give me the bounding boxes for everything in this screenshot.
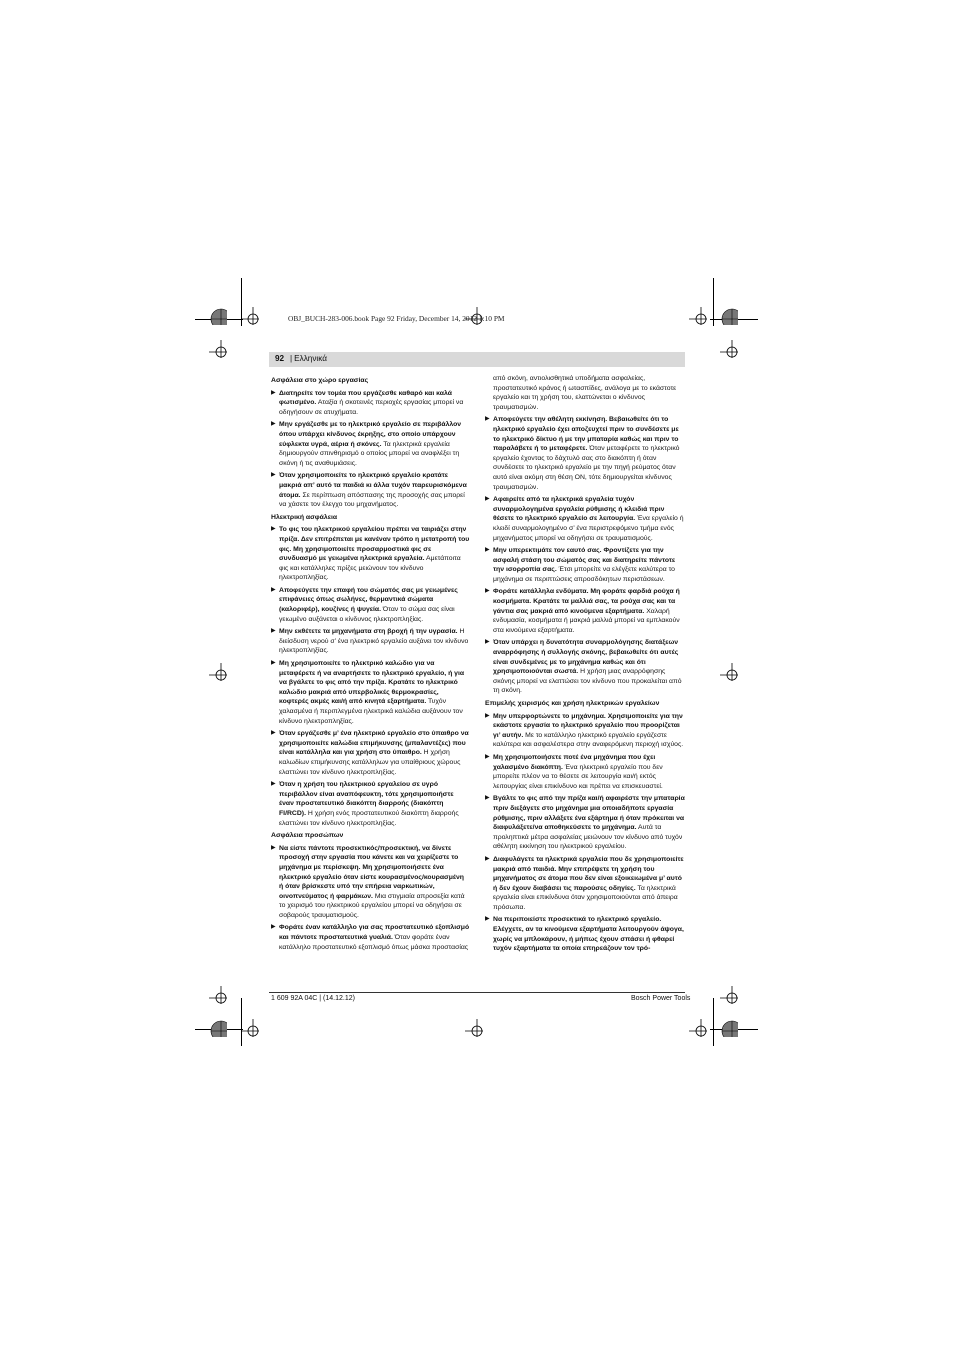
instruction-bold: Βγάλτε το φις από την πρίζα και/ή αφαιρέστε την μπαταρία πριν διεξάγετε στο μηχάνημα μια οποιαδήποτε εργασία ρύθμισης, πριν αλλάξετε ένα εξάρτημα ή όταν πρόκειται να διαφυλάξετε/να αποθηκεύσετε το μηχάνημα. [493, 795, 685, 832]
instruction-bold: Μην υπερφορτώνετε το μηχάνημα. Χρησιμοποιείτε για την εκάστοτε εργασία το ηλεκτρικό εργαλείο που προορίζεται γι’ αυτήν. [493, 712, 683, 739]
safety-instruction [485, 753, 685, 791]
registration-cross-icon [465, 307, 483, 325]
bullet-arrow-icon: ▶ [485, 855, 490, 862]
instruction-text: Η χρήση ενός προστατευτικού διακόπτη διαρροής ελαττώνει τον κίνδυνο ηλεκτροπληξίας. [279, 809, 459, 827]
instruction-text: Όταν φοράτε έναν κατάλληλο προστατευτικό εξοπλισμό όπως μάσκα προστασίας [279, 934, 469, 951]
footer-brand: Bosch Power Tools [631, 995, 691, 1002]
instruction-bold: Αποφεύγετε την αθέλητη εκκίνηση. Βεβαιωθείτε ότι το ηλεκτρικό εργαλείο έχει αποζευχτεί πριν το συνδέσετε με το ηλεκτρικό δίκτυο ή με την μπαταρία καθώς και πριν το παραλάβετε ή το μεταφέρετε. [493, 416, 679, 453]
registration-cross-icon [689, 307, 707, 325]
registration-target-icon [720, 1019, 738, 1037]
instruction-text: Χαλαρή ενδυμασία, κοσμήματα ή μακριά μαλλιά μπορεί να εμπλακούν στα κινούμενα εξαρτήματα. [493, 607, 680, 634]
instruction-text: Μια στιγμιαία απροσεξία κατά το χειρισμό του ηλεκτρικού εργαλείου μπορεί να οδηγήσει σε σοβαρούς τραυματισμούς. [279, 892, 465, 919]
registration-cross-icon [720, 340, 738, 358]
safety-instruction [485, 638, 685, 696]
instruction-bold: Όταν εργάζεσθε μ’ ένα ηλεκτρικό εργαλείο στο ύπαιθρο να χρησιμοποιείτε καλώδια επιμήκυνσης (μπαλαντέζες) που είναι κατάλληλα και για χρήση στο ύπαιθρο. [279, 730, 469, 757]
instruction-bold: Μην εκθέτετε τα μηχανήματα στη βροχή ή την υγρασία. [279, 628, 458, 636]
bullet-arrow-icon: ▶ [485, 916, 490, 923]
instruction-bold: Μην εργάζεσθε με το ηλεκτρικό εργαλείο σε περιβάλλον όπου υπάρχει κίνδυνος έκρηξης, στο οποίο υπάρχουν εύφλεκτα υγρά, αέρια ή σκόνες. [279, 421, 462, 448]
bullet-arrow-icon: ▶ [271, 628, 276, 635]
instruction-bold: Διαφυλάγετε τα ηλεκτρικά εργαλεία που δε χρησιμοποιείτε μακριά από παιδιά. Μην επιτρέψετε τη χρήση του μηχανήματος σε άτομα που δεν είναι εξοικειωμένα μ’ αυτό ή δεν έχουν διαβάσει τις παρούσες οδηγίες. [493, 855, 684, 892]
bullet-arrow-icon: ▶ [271, 421, 276, 428]
safety-instruction [485, 546, 685, 584]
safety-instruction [485, 587, 685, 635]
bullet-arrow-icon: ▶ [271, 526, 276, 533]
instruction-bold: Διατηρείτε τον τομέα που εργάζεσθε καθαρό και καλά φωτισμένο. [279, 389, 452, 407]
instruction-bold: Όταν υπάρχει η δυνατότητα συναρμολόγησης διατάξεων αναρρόφησης ή συλλογής σκόνης, βεβαιωθείτε ότι αυτές είναι συνδεμένες με το μηχάνημα καθώς και ότι χρησιμοποιούνται σωστά. [493, 639, 679, 676]
instruction-text: Η χρήση μιας αναρρόφησης σκόνης μπορεί να ελαττώσει τον κίνδυνο που προκαλείται από τη σκόνη. [493, 668, 682, 695]
registration-cross-icon [209, 986, 227, 1004]
instruction-bold: Φοράτε έναν κατάλληλο για σας προστατευτικό εξοπλισμό και πάντοτε προστατευτικά γυαλιά. [279, 924, 470, 942]
bullet-arrow-icon: ▶ [485, 496, 490, 503]
safety-instruction [271, 420, 470, 468]
instruction-text: Αταξία ή σκοτεινές περιοχές εργασίας μπορεί να οδηγήσουν σε ατυχήματα. [279, 399, 464, 416]
registration-target-icon [209, 1019, 227, 1037]
section-heading: Ηλεκτρική ασφάλεια [271, 513, 338, 521]
instruction-text: Ένα ηλεκτρικό εργαλείο που δεν μπορείτε πλέον να το θέσετε σε λειτουργία και/ή εκτός λειτουργίας είναι επικίνδυνο και πρέπει να επισκευαστεί. [493, 763, 663, 790]
instruction-text: Αυτά τα προληπτικά μέτρα ασφαλείας μειώνουν τον κίνδυνο από τυχόν αθέλητη εκκίνηση του ηλεκτρικού εργαλείου. [493, 824, 683, 851]
instruction-bold: Φοράτε κατάλληλα ενδύματα. Μη φοράτε φαρδιά ρούχα ή κοσμήματα. Κρατάτε τα μαλλιά σας, τα ρούχα σας και τα γάντια σας μακριά από κινούμενα εξαρτήματα. [493, 588, 680, 615]
printer-imprint: OBJ_BUCH-283-006.book Page 92 Friday, December 14, 2012 1:10 PM [288, 314, 505, 323]
instruction-bold: Μην υπερεκτιμάτε τον εαυτό σας. Φροντίζετε για την ασφαλή στάση του σώματός σας και διατηρείτε πάντοτε την ισορροπία σας. [493, 547, 676, 574]
bullet-arrow-icon: ▶ [271, 781, 276, 788]
safety-instruction [271, 525, 470, 583]
instruction-text: Όταν μεταφέρετε το ηλεκτρικό εργαλείο έχοντας το δάχτυλό σας στο διακόπτη ή όταν συνδέσετε το ηλεκτρικό εργαλείο με την πηγή ρεύματος όταν αυτό είναι ακόμη στη θέση ΟΝ, τότε δημιουργείται κίνδυνος τραυματισμών. [493, 445, 680, 491]
footer-rule [269, 992, 685, 993]
bullet-arrow-icon: ▶ [485, 588, 490, 595]
section-heading: Ασφάλεια στο χώρο εργασίας [271, 377, 369, 384]
page-header [269, 352, 685, 367]
section-heading: Ασφάλεια προσώπων [271, 832, 344, 840]
safety-instruction [271, 659, 470, 726]
instruction-text: Με το κατάλληλο ηλεκτρικό εργαλείο εργάζεστε καλύτερα και ασφαλέστερα στην αναφερόμενη περιοχή ισχύος. [493, 731, 684, 749]
bullet-arrow-icon: ▶ [271, 389, 276, 396]
registration-cross-icon [209, 340, 227, 358]
registration-target-icon [720, 307, 738, 325]
instruction-bold: Να είστε πάντοτε προσεκτικός/προσεκτική, να δίνετε προσοχή στην εργασία που κάνετε και να χειρίζεστε το μηχάνημα με περίσκεψη. Μη χρησιμοποιήσετε ένα ηλεκτρικό εργαλείο όταν είστε κουρασμένος/κουρασμένη ή όταν βρίσκεστε υπό την επήρεια ναρκωτικών, οινοπνεύματος ή φαρμάκων. [279, 844, 464, 900]
continued-text: από σκόνη, αντιολισθητικά υποδήματα ασφαλείας, προστατευτικό κράνος ή ωτασπίδες, ανάλογα με το εκάστοτε εργαλείο και τη χρήση του, ελαττώνεται ο κίνδυνος τραυματισμών. [493, 375, 677, 411]
safety-instruction [271, 471, 470, 509]
instruction-text: Τα ηλεκτρικά εργαλεία είναι επικίνδυνα όταν χρησιμοποιούνται από άπειρα πρόσωπα. [493, 884, 678, 911]
safety-instruction [271, 389, 470, 418]
bullet-arrow-icon: ▶ [271, 586, 276, 593]
registration-cross-icon [689, 1019, 707, 1037]
safety-instruction [485, 495, 685, 543]
instruction-text: Έτσι μπορείτε να ελέγξετε καλύτερα το μηχάνημα σε περιπτώσεις απροσδόκητων περιστάσεων. [493, 566, 675, 583]
instruction-bold: Μη χρησιμοποιείτε το ηλεκτρικό καλώδιο για να μεταφέρετε ή να αναρτήσετε το ηλεκτρικό εργαλείο, ή για να βγάλετε το φις από την πρίζα. Κρατάτε το ηλεκτρικό καλώδιο μακριά από υπερβολικές θερμοκρασίες, κοφτερές ακμές και/ή από κινητά εξαρτήματα. [279, 660, 465, 706]
instruction-text: Τα ηλεκτρικά εργαλεία δημιουργούν σπινθηρισμό ο οποίος μπορεί να αναφλέξει τη σκόνη ή τις αναθυμιάσεις. [279, 440, 460, 467]
safety-instruction [485, 794, 685, 852]
bullet-arrow-icon: ▶ [271, 472, 276, 479]
instruction-text: Αμετάποιτα φις και κατάλληλες πρίζες μειώνουν τον κίνδυνο ηλεκτροπληξίας. [279, 555, 461, 582]
safety-instruction [485, 712, 685, 750]
registration-target-icon [209, 307, 227, 325]
safety-instruction [271, 586, 470, 624]
registration-cross-icon [241, 1019, 259, 1037]
instruction-text: Η διείσδυση νερού σ’ ένα ηλεκτρικό εργαλείο αυξάνει τον κίνδυνο ηλεκτροπληξίας. [279, 628, 469, 655]
right-column [485, 374, 685, 957]
bullet-arrow-icon: ▶ [485, 795, 490, 802]
safety-instruction [271, 844, 470, 921]
safety-instruction [271, 627, 470, 656]
bullet-arrow-icon: ▶ [271, 660, 276, 667]
instruction-text: Η χρήση καλωδίων επιμήκυνσης κατάλληλων για υπαίθριους χώρους ελαττώνει τον κίνδυνο ηλεκτροπληξίας. [279, 749, 461, 776]
bullet-arrow-icon: ▶ [485, 547, 490, 554]
safety-instruction [271, 729, 470, 777]
registration-cross-icon [209, 663, 227, 681]
bullet-arrow-icon: ▶ [271, 730, 276, 737]
instruction-bold: Αποφεύγετε την επαφή του σώματός σας με γειωμένες επιφάνειες όπως σωλήνες, θερμαντικά σώματα (καλοριφέρ), κουζίνες ή ψυγεία. [279, 586, 458, 614]
bullet-arrow-icon: ▶ [485, 753, 490, 760]
section-heading: Επιμελής χειρισμός και χρήση ηλεκτρικών εργαλείων [485, 700, 660, 707]
instruction-bold: Αφαιρείτε από τα ηλεκτρικά εργαλεία τυχόν συναρμολογημένα εργαλεία ρύθμισης ή κλειδιά πριν θέσετε το ηλεκτρικό εργαλείο σε λειτουργία. [493, 496, 665, 523]
safety-instruction [485, 415, 685, 492]
instruction-text: Σε περίπτωση απόσπασης της προσοχής σας μπορεί να χάσετε τον έλεγχο του μηχανήματος. [279, 491, 465, 509]
safety-instruction [485, 855, 685, 913]
safety-instruction [485, 915, 685, 953]
instruction-bold: Μη χρησιμοποιήσετε ποτέ ένα μηχάνημα που έχει χαλασμένο διακόπτη. [493, 753, 656, 771]
safety-instruction [271, 780, 470, 828]
bullet-arrow-icon: ▶ [485, 416, 490, 423]
crop-mark [713, 998, 714, 1046]
left-column [271, 374, 470, 955]
safety-instruction [271, 923, 470, 952]
page-language: | Ελληνικά [290, 354, 327, 363]
instruction-bold: Όταν η χρήση του ηλεκτρικού εργαλείου σε υγρό περιβάλλον είναι αναπόφευκτη, τότε χρησιμοποιήστε έναν προστατευτικό διακόπτη διαρροής (διακόπτη FI/RCD). [279, 781, 454, 817]
footer-doc-number: 1 609 92A 04C | (14.12.12) [271, 995, 355, 1002]
registration-cross-icon [720, 663, 738, 681]
instruction-text: Τυχόν χαλασμένα ή περιπλεγμένα ηλεκτρικά καλώδια αυξάνουν τον κίνδυνο ηλεκτροπληξίας. [279, 698, 463, 725]
instruction-bold: Να περιποιείστε προσεκτικά το ηλεκτρικό εργαλείο. Ελέγχετε, αν τα κινούμενα εξαρτήματα λειτουργούν άψογα, χωρίς να μπλοκάρουν, ή μήπως έχουν σπάσει ή φθαρεί τυχόν εξαρτήματα τα οποία επηρεάζουν τον τρό- [493, 916, 684, 953]
registration-cross-icon [241, 307, 259, 325]
registration-cross-icon [465, 1019, 483, 1037]
bullet-arrow-icon: ▶ [485, 712, 490, 719]
instruction-bold: Όταν χρησιμοποιείτε το ηλεκτρικό εργαλείο κρατάτε μακριά απ’ αυτό τα παιδιά κι άλλα τυχόν παρευρισκόμενα άτομα. [279, 472, 467, 499]
bullet-arrow-icon: ▶ [271, 844, 276, 851]
bullet-arrow-icon: ▶ [485, 639, 490, 646]
instruction-text: Ένα εργαλείο ή κλειδί συναρμολογημένο σ’ ένα περιστρεφόμενο τμήμα ενός μηχανήματος μπορεί να οδηγήσει σε τραυματισμούς. [493, 515, 684, 542]
instruction-text: Όταν το σώμα σας είναι γειωμένο αυξάνεται ο κίνδυνος ηλεκτροπληξίας. [279, 606, 455, 623]
bullet-arrow-icon: ▶ [271, 924, 276, 931]
instruction-bold: Το φις του ηλεκτρικού εργαλείου πρέπει να ταιριάζει στην πρίζα. Δεν επιτρέπεται με κανέναν τρόπο η μετατροπή του φις. Μη χρησιμοποιείτε προσαρμοστικά φις σε συνδυασμό με γειωμένα ηλεκτρικά εργαλεία. [279, 526, 470, 563]
registration-cross-icon [720, 986, 738, 1004]
page-number: 92 [275, 354, 285, 363]
